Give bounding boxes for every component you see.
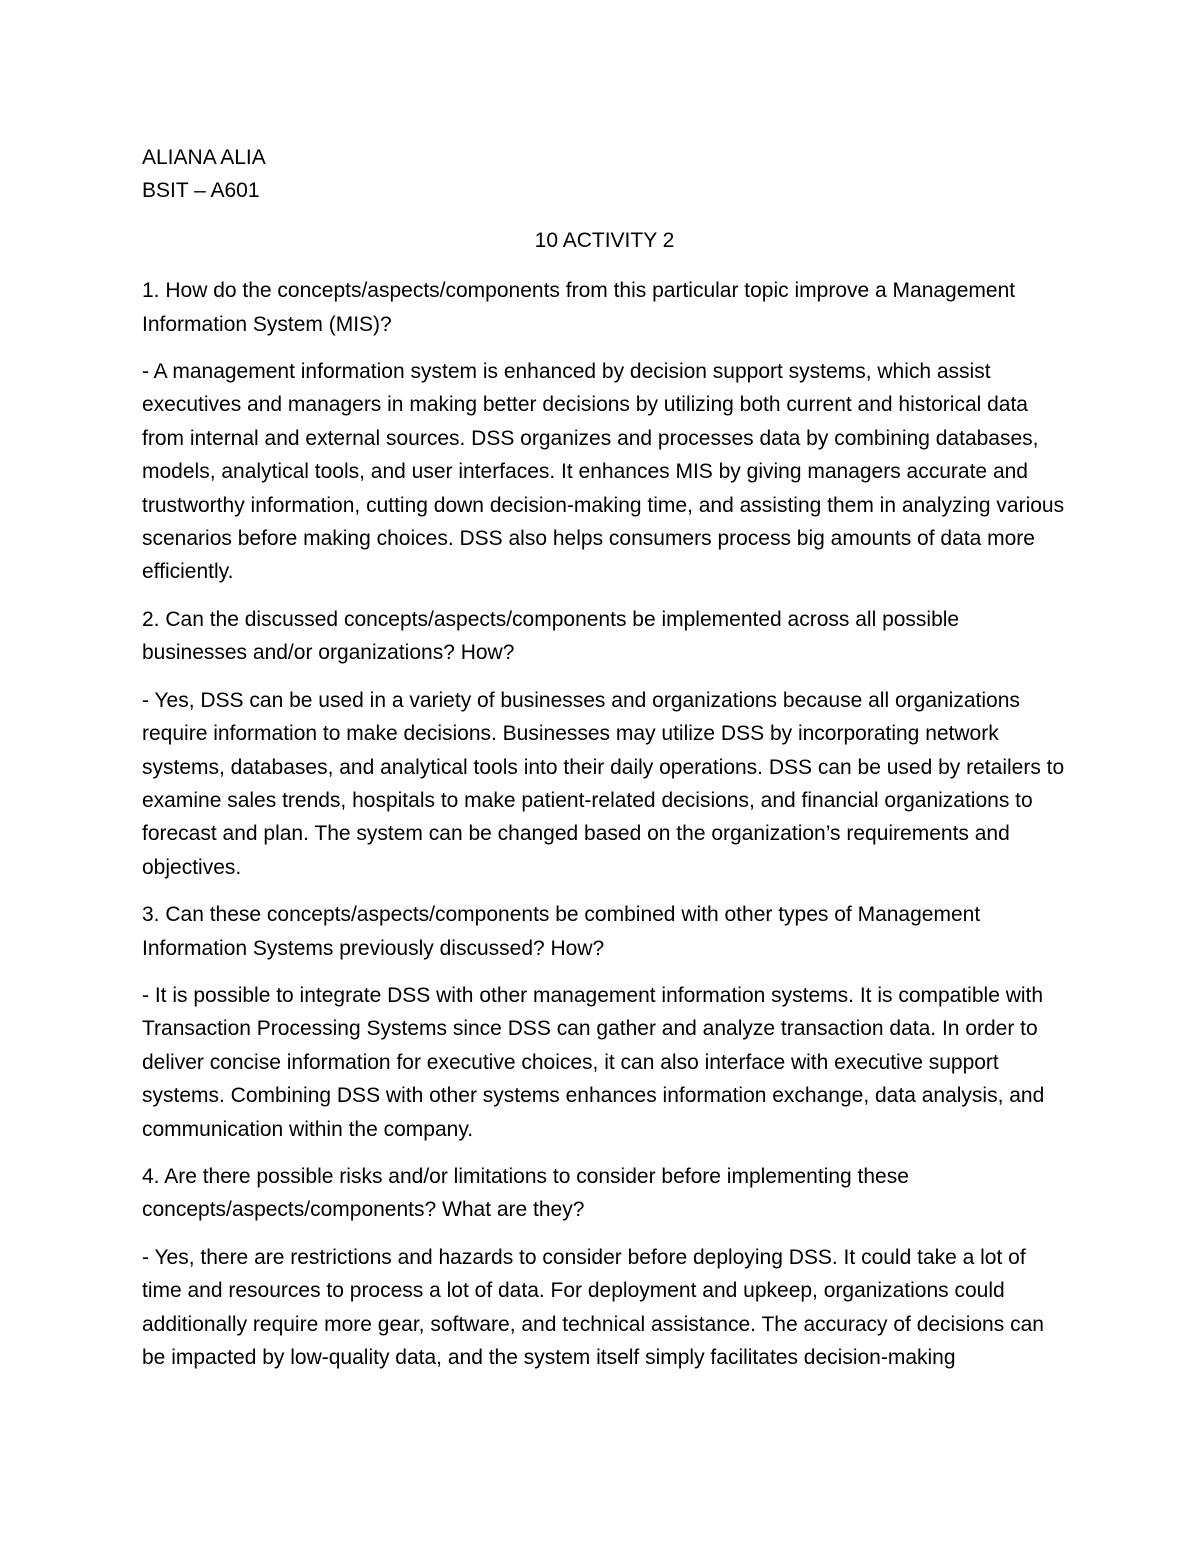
answer-4: - Yes, there are restrictions and hazards to consider before deploying DSS. It could take a lot of time and resources to process a lot of data. For deployment and upkeep, organizations could additionally require more gear, software, and technical assistance. The accuracy of decisions can be impacted by low-quality data, and the system itself simply facilitates decision-making	[142, 1245, 1044, 1369]
student-section: BSIT – A601	[142, 179, 260, 203]
activity-title: 10 ACTIVITY 2	[534, 228, 675, 252]
student-name: ALIANA ALIA	[142, 146, 266, 169]
question-3: 3. Can these concepts/aspects/components be combined with other types of Management Information Systems previously discussed? How?	[142, 903, 981, 960]
question-4: 4. Are there possible risks and/or limitations to consider before implementing these concepts/aspects/components? What are they?	[142, 1164, 909, 1222]
question-2: 2. Can the discussed concepts/aspects/components be implemented across all possible businesses and/or organizations? How?	[142, 607, 960, 665]
answer-3: - It is possible to integrate DSS with other management information systems. It is compatible with Transaction Processing Systems since DSS can gather and analyze transaction data. In order to deliver concise information for executive choices, it can also interface with executive support systems. Combining DSS with other systems enhances information exchange, data analysis, and communication within the company.	[142, 983, 1045, 1141]
answer-2: - Yes, DSS can be used in a variety of businesses and organizations because all organizations require information to make decisions. Businesses may utilize DSS by incorporating network systems, databases, and analytical tools into their daily operations. DSS can be used by retailers to examine sales trends, hospitals to make patient-related decisions, and financial organizations to forecast and plan. The system can be changed based on the organization’s requirements and objectives.	[142, 688, 1065, 879]
document-body	[142, 141, 1067, 1388]
question-1: 1. How do the concepts/aspects/components from this particular topic improve a Management Information System (MIS)?	[142, 279, 1016, 336]
answer-1: - A management information system is enhanced by decision support systems, which assist executives and managers in making better decisions by utilizing both current and historical data from internal and external sources. DSS organizes and processes data by combining databases, models, analytical tools, and user interfaces. It enhances MIS by giving managers accurate and trustworthy information, cutting down decision-making time, and assisting them in analyzing various scenarios before making choices. DSS also helps consumers process big amounts of data more efficiently.	[142, 360, 1065, 584]
